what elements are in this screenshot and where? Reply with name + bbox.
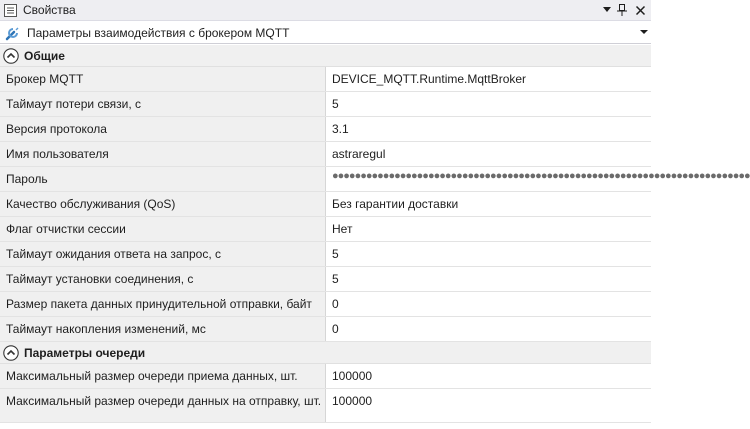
category-label: Общие	[24, 49, 65, 63]
category-header-queue[interactable]	[0, 342, 651, 364]
property-name: Версия протокола	[0, 117, 326, 141]
password-field[interactable]: ●●●●●●●●●●●●●●●●●●●●●●●●●●●●●●●●●●●●●●●●●●●●●●●●●●●●●●●●●●●●●●●●●●●●●●●●●●	[332, 170, 750, 182]
property-row[interactable]	[0, 142, 651, 167]
property-grid	[0, 45, 750, 423]
property-value[interactable]: 5	[332, 97, 339, 111]
properties-window-icon	[4, 4, 17, 17]
property-name: Таймаут установки соединения, с	[0, 267, 326, 291]
collapse-category-icon[interactable]	[3, 48, 19, 64]
category-label: Параметры очереди	[24, 346, 146, 360]
property-row[interactable]	[0, 92, 651, 117]
property-name: Флаг отчистки сессии	[0, 217, 326, 241]
collapse-category-icon[interactable]	[3, 345, 19, 361]
object-selector-value: Параметры взаимодействия с брокером MQTT	[27, 26, 290, 40]
window-menu-dropdown-icon[interactable]	[599, 2, 615, 18]
property-name: Таймаут ожидания ответа на запрос, с	[0, 242, 326, 266]
property-name: Имя пользователя	[0, 142, 326, 166]
window-title-bar	[0, 0, 651, 21]
property-row[interactable]	[0, 317, 651, 342]
property-value[interactable]: astraregul	[332, 147, 386, 161]
property-value[interactable]: 100000	[332, 369, 373, 383]
property-row[interactable]	[0, 267, 651, 292]
property-row[interactable]	[0, 389, 651, 423]
property-value[interactable]: Нет	[332, 222, 353, 236]
property-name: Размер пакета данных принудительной отправки, байт	[0, 292, 326, 316]
window-title: Свойства	[23, 3, 76, 17]
property-value[interactable]: 0	[332, 297, 339, 311]
property-value[interactable]: Без гарантии доставки	[332, 197, 459, 211]
property-value[interactable]: 0	[332, 322, 339, 336]
property-row[interactable]	[0, 364, 651, 389]
property-row[interactable]	[0, 292, 651, 317]
property-row[interactable]	[0, 167, 750, 192]
property-value[interactable]: 3.1	[332, 122, 349, 136]
property-row[interactable]	[0, 242, 651, 267]
property-name: Максимальный размер очереди приема данных, шт.	[0, 364, 326, 388]
property-name: Брокер MQTT	[0, 67, 326, 91]
property-value[interactable]: 5	[332, 272, 339, 286]
object-selector[interactable]	[0, 22, 651, 44]
chevron-down-icon[interactable]	[640, 28, 648, 36]
property-name: Таймаут потери связи, с	[0, 92, 326, 116]
property-name: Таймаут накопления изменений, мс	[0, 317, 326, 341]
property-row[interactable]	[0, 67, 651, 92]
property-value[interactable]: 5	[332, 247, 339, 261]
wrench-icon	[5, 25, 21, 41]
property-value[interactable]: 100000	[332, 394, 373, 408]
property-row[interactable]	[0, 117, 651, 142]
property-row[interactable]	[0, 192, 651, 217]
pin-icon[interactable]	[614, 2, 630, 18]
property-name: Максимальный размер очереди данных на отправку, шт.	[0, 389, 326, 422]
property-name: Качество обслуживания (QoS)	[0, 192, 326, 216]
property-value[interactable]: DEVICE_MQTT.Runtime.MqttBroker	[332, 72, 527, 86]
property-row[interactable]	[0, 217, 651, 242]
property-name: Пароль	[0, 167, 326, 191]
category-header-general[interactable]	[0, 45, 651, 67]
close-icon[interactable]	[632, 2, 648, 18]
